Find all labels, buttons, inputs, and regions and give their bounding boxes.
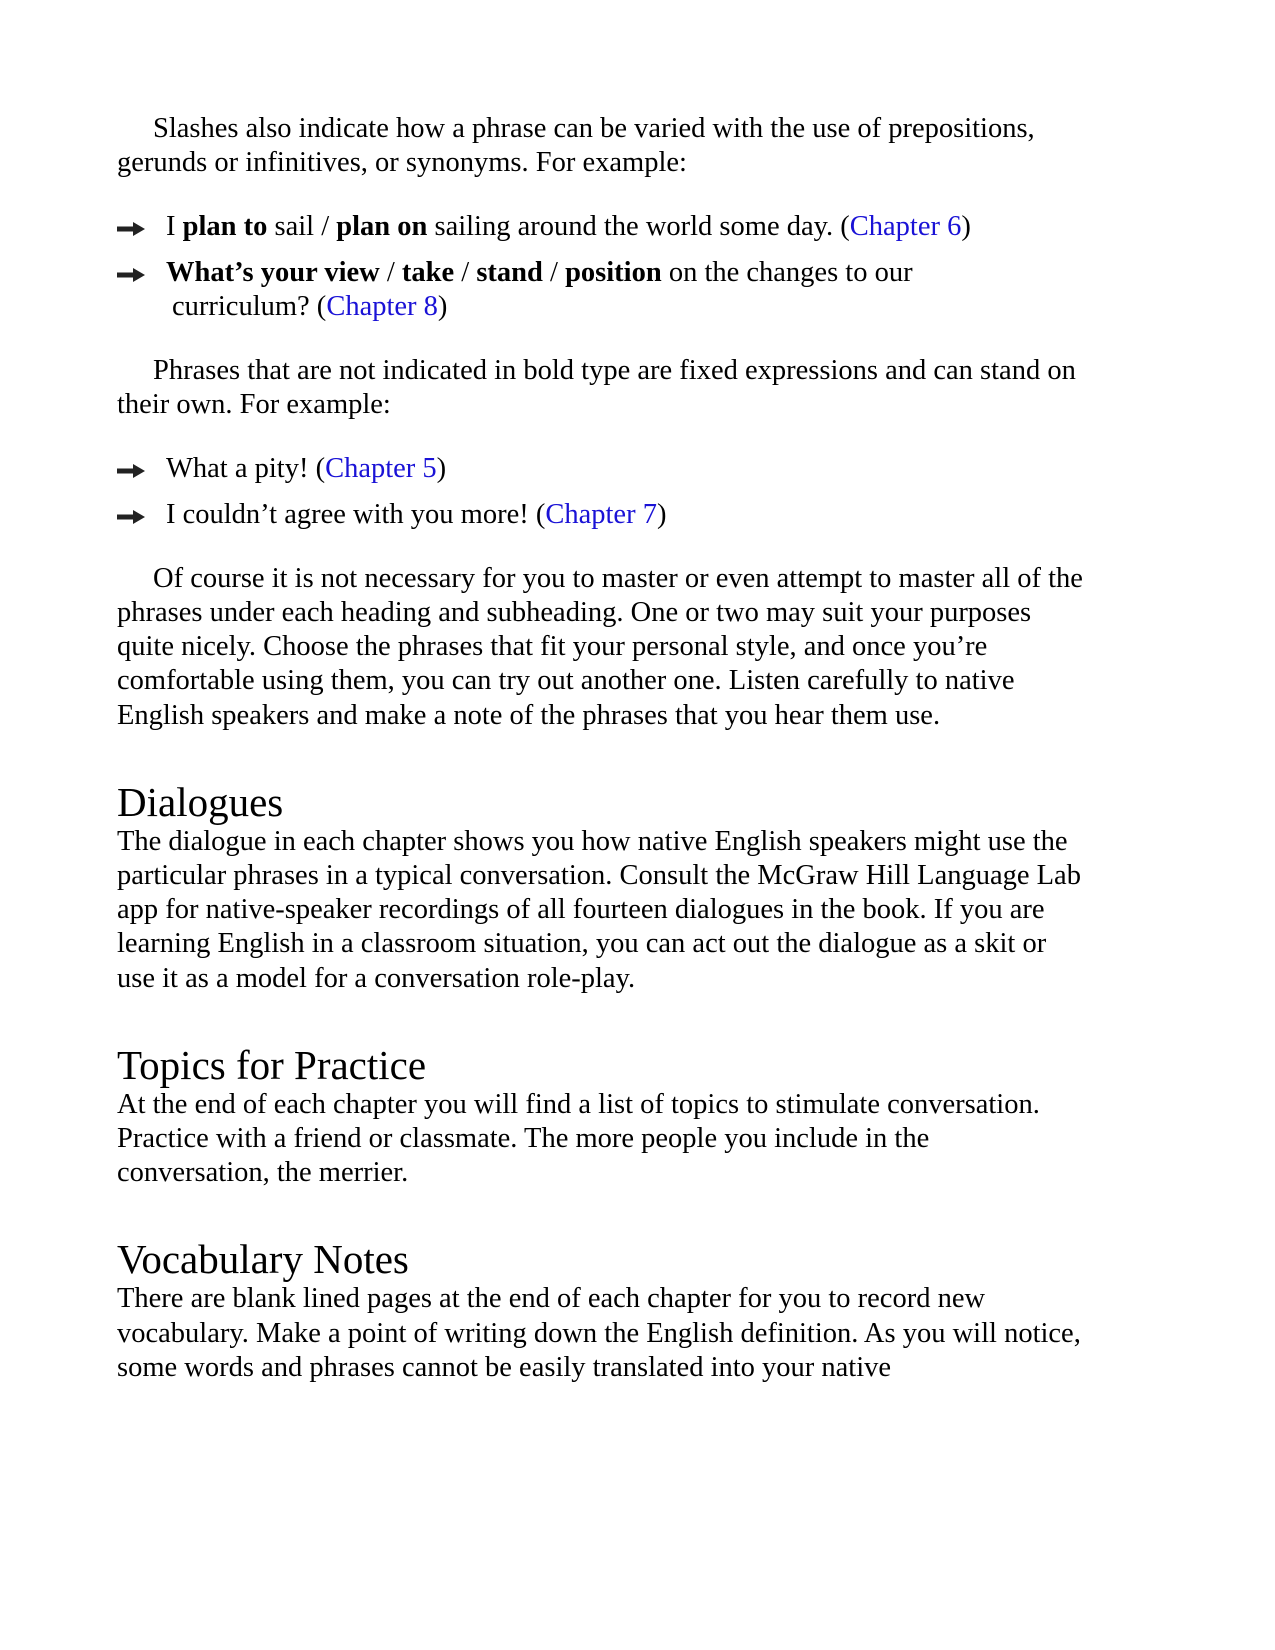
section-heading: Topics for Practice [117, 1041, 427, 1088]
mastery-paragraph: Of course it is not necessary for you to master or even attempt to master all of the phrases under each heading and subheading. One or two may suit your purposes quite nicely. Choose the phrases that fit your personal style, and once you’re comfortable using them, you can try out another one. Listen carefully to native English speakers and make a note of the phrases that you hear them use. [117, 562, 1083, 731]
right-arrow-icon [117, 510, 145, 524]
section-vocabulary-notes [117, 1236, 1087, 1385]
intro-paragraph: Slashes also indicate how a phrase can be varied with the use of prepositions, gerunds or infinitives, or synonyms. For example: [117, 113, 1035, 179]
chapter-link[interactable]: Chapter 7 [545, 498, 657, 530]
chapter-link[interactable]: Chapter 8 [326, 290, 438, 322]
example-item: What’s your view / take / stand / position on the changes to our curriculum? (Chapter 8) [117, 256, 1087, 324]
example-item: I plan to sail / plan on sailing around the world some day. (Chapter 6) [117, 210, 1087, 244]
chapter-link[interactable]: Chapter 6 [849, 211, 962, 243]
right-arrow-icon [117, 464, 145, 478]
example-item: What a pity! (Chapter 5) [117, 452, 1087, 486]
chapter-link[interactable]: Chapter 5 [325, 453, 437, 485]
section-topics-for-practice [117, 1042, 1087, 1191]
section-body: At the end of each chapter you will find a list of topics to stimulate conversation. Practice with a friend or classmate. The more people you include in the conversation, the merrier. [117, 1088, 1040, 1189]
section-body: The dialogue in each chapter shows you how native English speakers might use the particular phrases in a typical conversation. Consult the McGraw Hill Language Lab app for native-speaker recordings of all fourteen dialogues in the book. If you are learning English in a classroom situation, you can act out the dialogue as a skit or use it as a model for a conversation role-play. [117, 825, 1081, 994]
example-item: I couldn’t agree with you more! (Chapter 7) [117, 498, 1087, 532]
right-arrow-icon [117, 268, 145, 282]
section-dialogues [117, 779, 1087, 996]
fixed-expressions-paragraph: Phrases that are not indicated in bold type are fixed expressions and can stand on their own. For example: [117, 355, 1076, 421]
example-list-variations [117, 210, 1087, 324]
example-list-fixed [117, 452, 1087, 531]
section-heading: Dialogues [117, 778, 284, 825]
document-page [117, 112, 1087, 1385]
section-body: There are blank lined pages at the end of each chapter for you to record new vocabulary. Make a point of writing down the English definition. As you will notice, some words and phrases cannot be easily translated into your native [117, 1283, 1081, 1383]
right-arrow-icon [117, 222, 145, 236]
section-heading: Vocabulary Notes [117, 1236, 409, 1283]
